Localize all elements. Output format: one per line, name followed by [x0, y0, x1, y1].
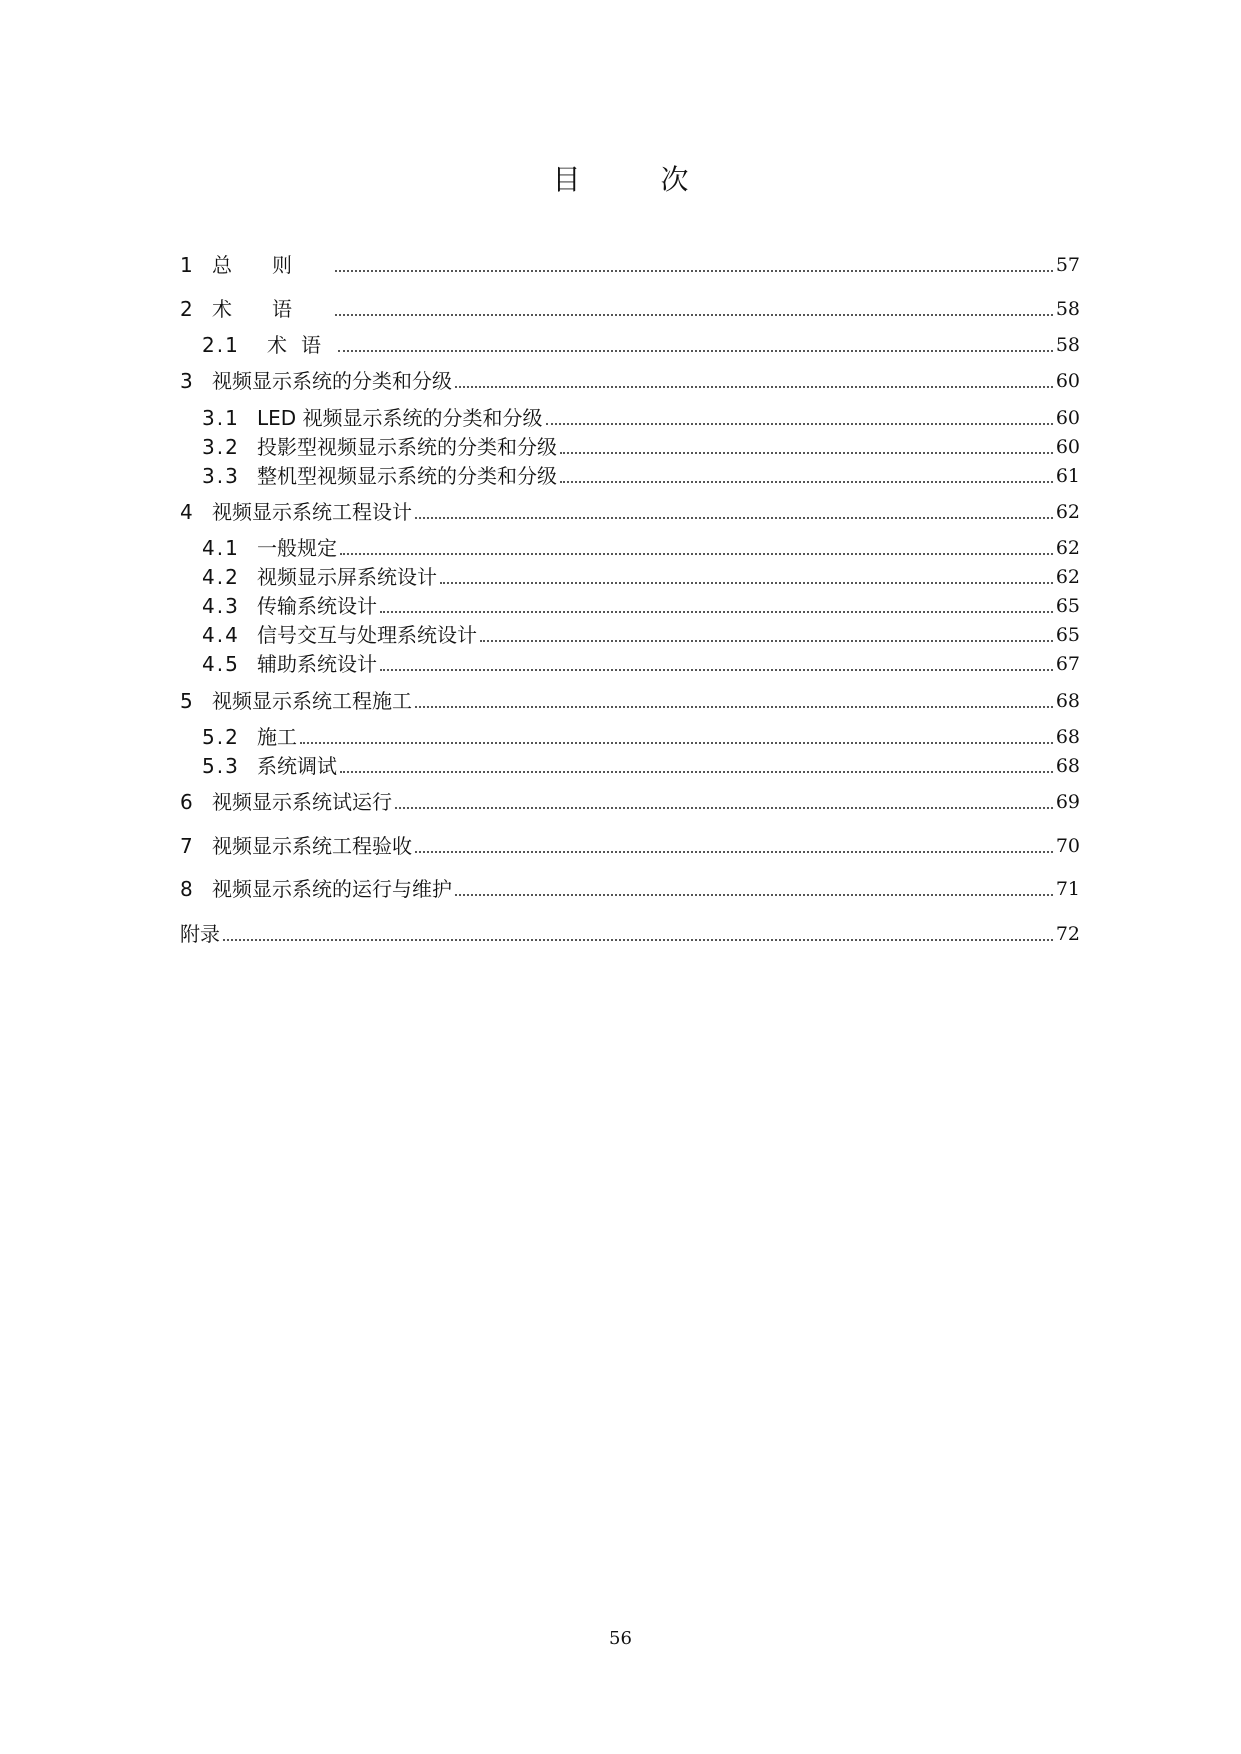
toc-entry-page: 58 — [1055, 334, 1080, 356]
toc-entry-page: 62 — [1055, 501, 1080, 523]
toc-dot-leader — [335, 269, 1053, 272]
toc-entry-page: 58 — [1055, 298, 1080, 320]
toc-entry-page: 67 — [1055, 653, 1080, 675]
toc-entry-number: 4.5 — [202, 652, 240, 676]
toc-entry-label: 术语 — [212, 297, 332, 321]
toc-entry-number: 5 — [180, 689, 195, 713]
page-number: 56 — [609, 1628, 632, 1649]
toc-entry[interactable] — [180, 722, 1080, 752]
toc-dot-leader — [300, 741, 1053, 744]
toc-entry-number: 6 — [180, 790, 195, 814]
toc-entry-page: 60 — [1055, 436, 1080, 458]
toc-entry[interactable] — [180, 330, 1080, 360]
toc-entry-label: 视频显示系统的分类和分级 — [212, 369, 452, 393]
toc-entry[interactable] — [180, 294, 1080, 324]
toc-entry-number: 8 — [180, 877, 195, 901]
toc-entry[interactable] — [180, 533, 1080, 563]
toc-entry-page: 57 — [1055, 254, 1080, 276]
toc-entry-label: 辅助系统设计 — [257, 652, 377, 676]
toc-entry[interactable] — [180, 366, 1080, 396]
toc-entry[interactable] — [180, 620, 1080, 650]
toc-dot-leader — [560, 480, 1053, 483]
toc-dot-leader — [340, 552, 1053, 555]
toc-entry-label: 整机型视频显示系统的分类和分级 — [257, 464, 557, 488]
toc-entry[interactable] — [180, 461, 1080, 491]
toc-entry-label: 术语 — [267, 333, 335, 357]
toc-entry-page: 72 — [1055, 923, 1080, 945]
toc-entry-page: 61 — [1055, 465, 1080, 487]
toc-entry-page: 65 — [1055, 624, 1080, 646]
toc-entry-label: 系统调试 — [257, 754, 337, 778]
toc-entry-label: 视频显示系统工程施工 — [212, 689, 412, 713]
toc-entry-number: 2.1 — [202, 333, 240, 357]
toc-entry-page: 65 — [1055, 595, 1080, 617]
toc-entry-page: 68 — [1055, 726, 1080, 748]
toc-entry-label: 附录 — [180, 922, 220, 946]
toc-entry[interactable] — [180, 591, 1080, 621]
toc-entry-page: 68 — [1055, 755, 1080, 777]
toc-entry-number: 4 — [180, 500, 195, 524]
toc-entry[interactable] — [180, 874, 1080, 904]
toc-entry[interactable] — [180, 686, 1080, 716]
toc-entry[interactable] — [180, 497, 1080, 527]
toc-entry-appendix[interactable] — [180, 919, 1080, 949]
toc-entry-label: 视频显示屏系统设计 — [257, 565, 437, 589]
page-title-char-1: 目 — [552, 163, 661, 196]
toc-dot-leader — [480, 639, 1053, 642]
toc-entry-label: 视频显示系统的运行与维护 — [212, 877, 452, 901]
toc-entry-number: 3 — [180, 369, 195, 393]
toc-entry-label: 施工 — [257, 725, 297, 749]
toc-entry-number: 3.1 — [202, 406, 240, 430]
toc-dot-leader — [560, 451, 1053, 454]
toc-dot-leader — [335, 313, 1053, 316]
toc-entry-number: 3.2 — [202, 435, 240, 459]
toc-entry-page: 60 — [1055, 407, 1080, 429]
page-title-char-2: 次 — [660, 163, 769, 196]
toc-dot-leader — [380, 668, 1053, 671]
toc-dot-leader — [338, 349, 1053, 352]
toc-entry-number: 1 — [180, 253, 195, 277]
toc-dot-leader — [546, 422, 1053, 425]
toc-entry-label: 视频显示系统工程验收 — [212, 834, 412, 858]
page-title — [0, 160, 1241, 200]
toc-entry-label: LED 视频显示系统的分类和分级 — [257, 406, 543, 430]
toc-entry-label: 视频显示系统工程设计 — [212, 500, 412, 524]
toc-entry[interactable] — [180, 562, 1080, 592]
toc-entry-number: 4.1 — [202, 536, 240, 560]
toc-entry-label: 总则 — [212, 253, 332, 277]
toc-entry-page: 69 — [1055, 791, 1080, 813]
toc-entry-page: 62 — [1055, 566, 1080, 588]
toc-entry-number: 5.3 — [202, 754, 240, 778]
toc-dot-leader — [395, 806, 1053, 809]
toc-entry-number: 2 — [180, 297, 195, 321]
toc-entry-number: 7 — [180, 834, 195, 858]
toc-dot-leader — [415, 516, 1053, 519]
toc-entry[interactable] — [180, 432, 1080, 462]
toc-entry-number: 4.3 — [202, 594, 240, 618]
toc-entry[interactable] — [180, 787, 1080, 817]
toc-entry-page: 71 — [1055, 878, 1080, 900]
toc-entry-label: 信号交互与处理系统设计 — [257, 623, 477, 647]
toc-dot-leader — [223, 938, 1053, 941]
toc-entry[interactable] — [180, 250, 1080, 280]
toc-dot-leader — [415, 850, 1053, 853]
toc-entry-number: 4.2 — [202, 565, 240, 589]
toc-entry-page: 70 — [1055, 835, 1080, 857]
toc-dot-leader — [455, 893, 1053, 896]
toc-dot-leader — [440, 581, 1053, 584]
toc-entry[interactable] — [180, 403, 1080, 433]
toc-dot-leader — [380, 610, 1053, 613]
toc-entry-label: 视频显示系统试运行 — [212, 790, 392, 814]
toc-entry[interactable] — [180, 751, 1080, 781]
toc-entry-page: 62 — [1055, 537, 1080, 559]
toc-entry-number: 5.2 — [202, 725, 240, 749]
toc-entry[interactable] — [180, 831, 1080, 861]
toc-entry-number: 4.4 — [202, 623, 240, 647]
toc-entry-label: 投影型视频显示系统的分类和分级 — [257, 435, 557, 459]
toc-entry-number: 3.3 — [202, 464, 240, 488]
toc-entry-label: 一般规定 — [257, 536, 337, 560]
toc-entry-label: 传输系统设计 — [257, 594, 377, 618]
toc-dot-leader — [340, 770, 1053, 773]
toc-entry-page: 68 — [1055, 690, 1080, 712]
toc-entry[interactable] — [180, 649, 1080, 679]
toc-entry-page: 60 — [1055, 370, 1080, 392]
toc-dot-leader — [455, 385, 1053, 388]
toc-dot-leader — [415, 705, 1053, 708]
